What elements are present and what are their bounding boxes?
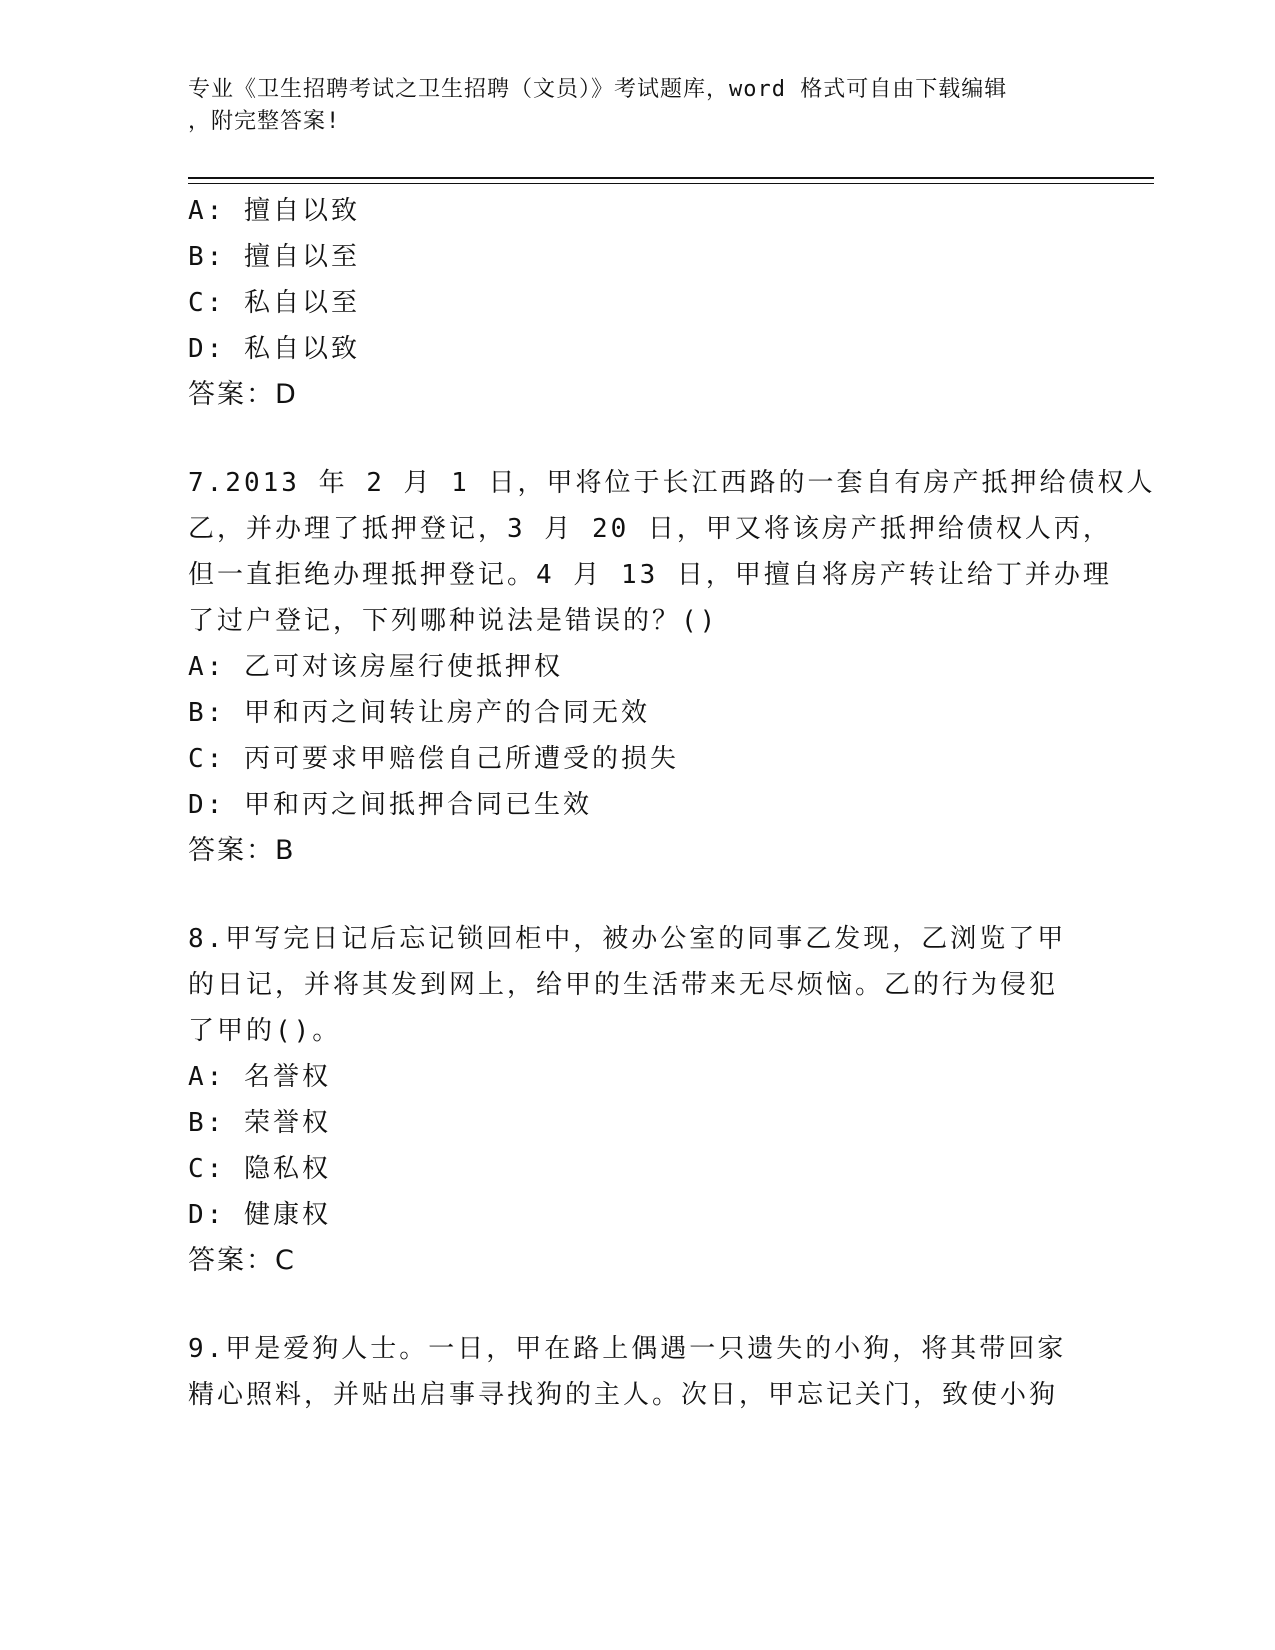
spacer bbox=[188, 1284, 1088, 1326]
answer-line: 答案：D bbox=[188, 379, 298, 410]
option-b: B: 甲和丙之间转让房产的合同无效 bbox=[188, 698, 650, 728]
header-line-1: 专业《卫生招聘考试之卫生招聘（文员）》考试题库，word 格式可自由下载编辑 bbox=[188, 77, 1008, 102]
question-text-line: 7.2013 年 2 月 1 日，甲将位于长江西路的一套自有房产抵押给债权人 bbox=[188, 468, 1156, 498]
header-divider-thick bbox=[188, 177, 1154, 179]
page-header bbox=[188, 74, 1068, 138]
answer-line: 答案：B bbox=[188, 835, 296, 866]
option-c: C: 隐私权 bbox=[188, 1154, 331, 1184]
question-8 bbox=[188, 916, 1088, 1284]
option-d: D: 私自以致 bbox=[188, 334, 360, 364]
header-line-2: ，附完整答案! bbox=[188, 109, 341, 134]
question-list bbox=[188, 188, 1156, 1418]
question-text-line: 8.甲写完日记后忘记锁回柜中，被办公室的同事乙发现，乙浏览了甲 bbox=[188, 924, 1067, 954]
question-text-line: 9.甲是爱狗人士。一日，甲在路上偶遇一只遗失的小狗，将其带回家 bbox=[188, 1334, 1067, 1364]
question-6 bbox=[188, 188, 1088, 418]
question-text-line: 乙，并办理了抵押登记，3 月 20 日，甲又将该房产抵押给债权人丙， bbox=[188, 514, 1112, 544]
option-a: A: 擅自以致 bbox=[188, 196, 360, 226]
option-d: D: 甲和丙之间抵押合同已生效 bbox=[188, 790, 592, 820]
option-a: A: 名誉权 bbox=[188, 1062, 331, 1092]
spacer bbox=[188, 874, 1088, 916]
question-text-line: 了过户登记，下列哪种说法是错误的？() bbox=[188, 606, 719, 636]
spacer bbox=[188, 418, 1088, 460]
question-text-line: 的日记，并将其发到网上，给甲的生活带来无尽烦恼。乙的行为侵犯 bbox=[188, 970, 1059, 1000]
question-9 bbox=[188, 1326, 1088, 1418]
option-d: D: 健康权 bbox=[188, 1200, 331, 1230]
question-text-line: 精心照料，并贴出启事寻找狗的主人。次日，甲忘记关门，致使小狗 bbox=[188, 1380, 1059, 1410]
option-c: C: 丙可要求甲赔偿自己所遭受的损失 bbox=[188, 744, 679, 774]
option-b: B: 荣誉权 bbox=[188, 1108, 331, 1138]
question-7 bbox=[188, 460, 1156, 874]
question-text-line: 但一直拒绝办理抵押登记。4 月 13 日，甲擅自将房产转让给丁并办理 bbox=[188, 560, 1112, 590]
option-b: B: 擅自以至 bbox=[188, 242, 360, 272]
option-a: A: 乙可对该房屋行使抵押权 bbox=[188, 652, 563, 682]
question-text-line: 了甲的()。 bbox=[188, 1016, 342, 1046]
header-divider-thin bbox=[188, 183, 1154, 184]
answer-line: 答案：C bbox=[188, 1245, 296, 1276]
option-c: C: 私自以至 bbox=[188, 288, 360, 318]
